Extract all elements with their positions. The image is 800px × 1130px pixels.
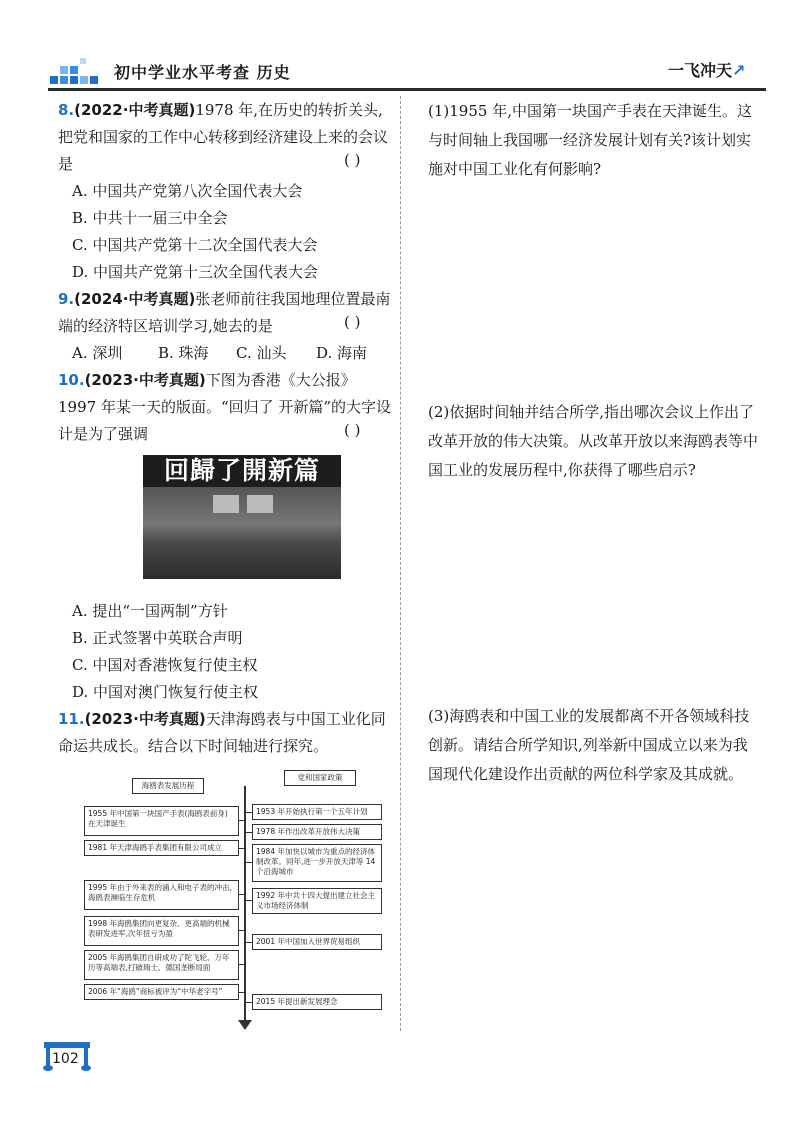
question-tag: (2023·中考真题) bbox=[84, 371, 206, 389]
question-tag: (2022·中考真题) bbox=[74, 101, 196, 119]
timeline-left-event: 1995 年由于外来表的涌入和电子表的冲击,海鸥表濒临生存危机 bbox=[84, 880, 239, 910]
sub-question-3: (3)海鸥表和中国工业的发展都离不开各领域科技创新。请结合所学知识,列举新中国成立以来为我国现代化建设作出贡献的两位科学家及其成就。 bbox=[428, 707, 750, 783]
question-tag: (2024·中考真题) bbox=[74, 290, 196, 308]
option-b: B. 正式签署中英联合声明 bbox=[72, 629, 243, 647]
timeline-connector bbox=[246, 832, 252, 833]
timeline-right-event: 2001 年中国加入世界贸易组织 bbox=[252, 934, 382, 950]
timeline-right-event: 1984 年加快以城市为重点的经济体制改革。同年,进一步开放天津等 14 个沿海城市 bbox=[252, 844, 382, 882]
timeline-connector bbox=[239, 894, 245, 895]
question-text: 下图为香港《大公报》1997 年某一天的版面。“回归了 开新篇”的大字设计是为了强调 bbox=[58, 371, 392, 443]
flag-shape bbox=[247, 495, 273, 513]
brand-text: 一飞冲天 bbox=[668, 61, 733, 80]
question-10-stem bbox=[58, 367, 392, 448]
question-number: 8. bbox=[58, 101, 75, 119]
option-d: D. 中国对澳门恢复行使主权 bbox=[72, 683, 259, 701]
question-number: 11. bbox=[58, 710, 85, 728]
timeline-right-event: 1978 年作出改革开放伟大决策 bbox=[252, 824, 382, 840]
question-11-stem bbox=[58, 706, 392, 760]
timeline-connector bbox=[239, 820, 245, 821]
option-a: A. 中国共产党第八次全国代表大会 bbox=[72, 182, 303, 200]
timeline-left-header: 海鸥表发展历程 bbox=[132, 778, 204, 794]
option-c: C. 汕头 bbox=[236, 344, 287, 362]
timeline-left-event: 1981 年天津海鸥手表集团有限公司成立 bbox=[84, 840, 239, 856]
timeline-connector bbox=[246, 862, 252, 863]
option-b: B. 珠海 bbox=[158, 344, 209, 362]
option-d: D. 海南 bbox=[316, 344, 368, 362]
timeline-left-event: 1998 年海鸥集团向更复杂、更高端的机械表研发进军,次年扭亏为盈 bbox=[84, 916, 239, 946]
timeline-arrow-icon bbox=[238, 1020, 252, 1030]
timeline-connector bbox=[239, 848, 245, 849]
timeline-connector bbox=[246, 900, 252, 901]
timeline-connector bbox=[239, 964, 245, 965]
newspaper-photo bbox=[143, 455, 341, 579]
header-rule bbox=[48, 88, 766, 91]
timeline-left-event: 2006 年“海鸥”商标被评为“中华老字号” bbox=[84, 984, 239, 1000]
option-a: A. 提出“一国两制”方针 bbox=[72, 602, 228, 620]
timeline-diagram bbox=[84, 768, 390, 1030]
header-logo-icon bbox=[50, 58, 108, 88]
timeline-connector bbox=[239, 930, 245, 931]
question-text: 1978 年,在历史的转折关头,把党和国家的工作中心转移到经济建设上来的会议是 bbox=[58, 101, 389, 173]
answer-paren: ( ) bbox=[344, 313, 361, 331]
timeline-right-header: 党和国家政策 bbox=[284, 770, 356, 786]
question-number: 9. bbox=[58, 290, 75, 308]
column-divider bbox=[400, 96, 401, 1031]
option-a: A. 深圳 bbox=[72, 344, 123, 362]
brand-swoosh-icon: ↗ bbox=[732, 61, 746, 80]
question-tag: (2023·中考真题) bbox=[84, 710, 206, 728]
newspaper-headline: 回歸了開新篇 bbox=[143, 455, 341, 487]
timeline-right-event: 1953 年开始执行第一个五年计划 bbox=[252, 804, 382, 820]
sub-question-2: (2)依据时间轴并结合所学,指出哪次会议上作出了改革开放的伟大决策。从改革开放以来海鸥表等中国工业的发展历程中,你获得了哪些启示? bbox=[428, 403, 759, 479]
answer-paren: ( ) bbox=[344, 421, 361, 439]
page-number: 102 bbox=[52, 1051, 79, 1067]
timeline-connector bbox=[246, 1002, 252, 1003]
header-title: 初中学业水平考查 历史 bbox=[114, 63, 291, 82]
timeline-left-event: 2005 年海鸥集团自研成功了陀飞轮、万年历等高端表,打破瑞士、德国垄断局面 bbox=[84, 950, 239, 980]
ceremony-scene bbox=[143, 487, 341, 579]
timeline-axis bbox=[244, 786, 246, 1024]
timeline-connector bbox=[239, 992, 245, 993]
question-number: 10. bbox=[58, 371, 85, 389]
header-brand bbox=[668, 58, 745, 81]
option-b: B. 中共十一届三中全会 bbox=[72, 209, 228, 227]
timeline-left-event: 1955 年中国第一块国产手表(海鸥表前身)在天津诞生 bbox=[84, 806, 239, 836]
answer-paren: ( ) bbox=[344, 151, 361, 169]
sub-question-1: (1)1955 年,中国第一块国产手表在天津诞生。这与时间轴上我国哪一经济发展计划有关?该计划实施对中国工业化有何影响? bbox=[428, 102, 752, 178]
question-text: 天津海鸥表与中国工业化同命运共成长。结合以下时间轴进行探究。 bbox=[58, 710, 386, 755]
timeline-right-event: 1992 年中共十四大提出建立社会主义市场经济体制 bbox=[252, 888, 382, 914]
question-text: 张老师前往我国地理位置最南端的经济特区培训学习,她去的是 bbox=[58, 290, 391, 335]
option-c: C. 中国对香港恢复行使主权 bbox=[72, 656, 258, 674]
timeline-connector bbox=[246, 942, 252, 943]
timeline-connector bbox=[246, 812, 252, 813]
option-c: C. 中国共产党第十二次全国代表大会 bbox=[72, 236, 318, 254]
flag-shape bbox=[213, 495, 239, 513]
timeline-right-event: 2015 年提出新发展理念 bbox=[252, 994, 382, 1010]
question-8-stem bbox=[58, 97, 392, 178]
question-9-stem bbox=[58, 286, 392, 340]
option-d: D. 中国共产党第十三次全国代表大会 bbox=[72, 263, 319, 281]
